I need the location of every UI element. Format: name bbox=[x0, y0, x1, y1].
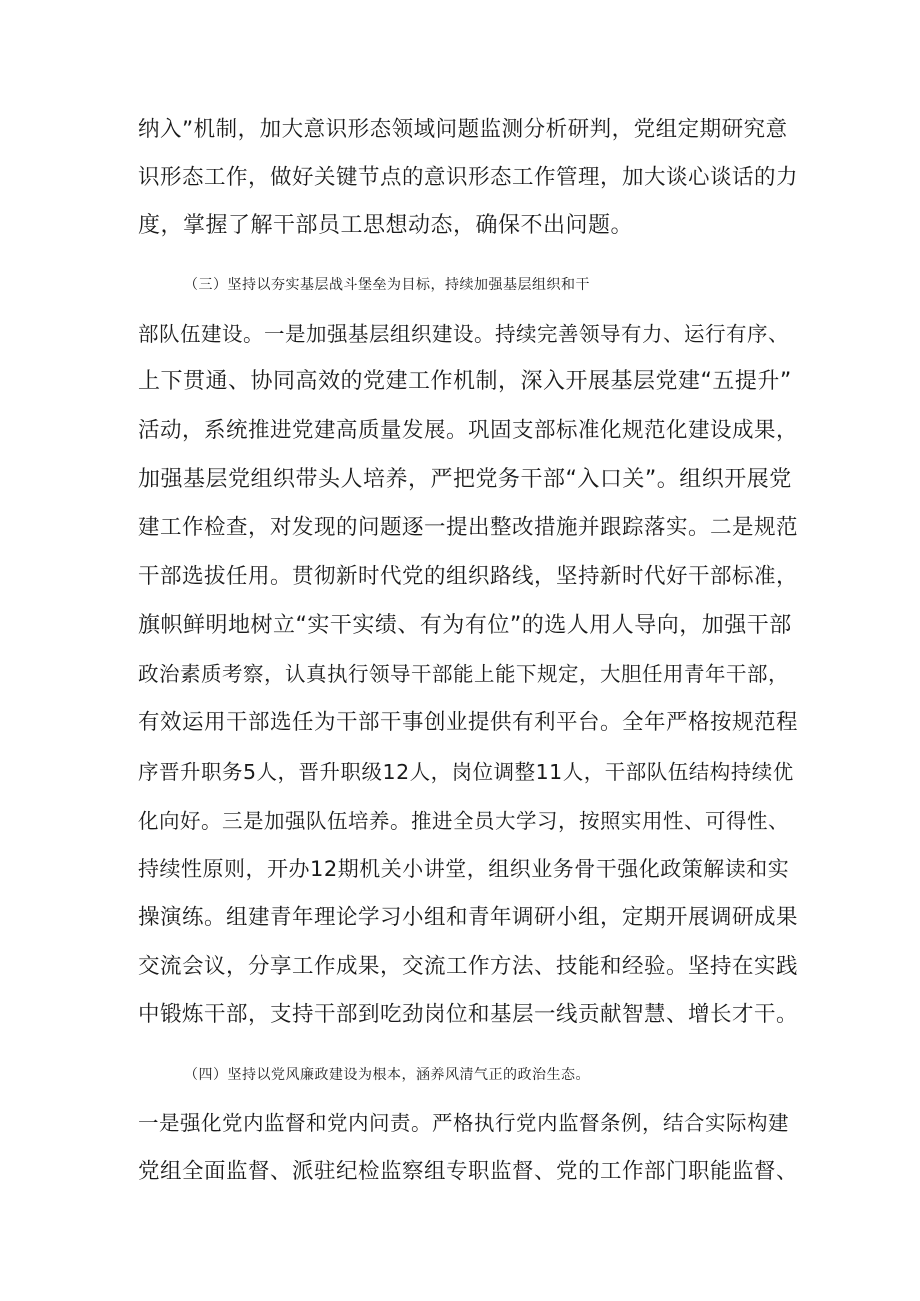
paragraph-2-line-11: 序晋升职务5人，晋升职级12人，岗位调整11人，干部队伍结构持续优 bbox=[138, 760, 794, 784]
paragraph-2-line-10: 有效运用干部选任为干部干事创业提供有利平台。全年严格按规范程 bbox=[138, 710, 799, 735]
paragraph-2-line-2: 部队伍建设。一是加强基层组织建设。持续完善领导有力、运行有序、 bbox=[138, 322, 789, 346]
paragraph-2-line-15: 交流会议，分享工作成果，交流工作方法、技能和经验。坚持在实践 bbox=[138, 954, 799, 979]
paragraph-3-line-1: （四）坚持以党风廉政建设为根本，涵养风清气正的政治生态。 bbox=[184, 1067, 590, 1083]
paragraph-2-line-14: 操演练。组建青年理论学习小组和青年调研小组，定期开展调研成果 bbox=[138, 905, 799, 930]
paragraph-3-line-2: 一是强化党内监督和党内问责。严格执行党内监督条例，结合实际构建 bbox=[138, 1111, 789, 1135]
paragraph-2-line-9: 政治素质考察，认真执行领导干部能上能下规定，大胆任用青年干部， bbox=[138, 662, 789, 686]
paragraph-2-line-7: 干部选拔任用。贯彻新时代党的组织路线，坚持新时代好干部标准， bbox=[138, 564, 799, 589]
paragraph-1-line-2: 识形态工作，做好关键节点的意识形态工作管理，加大谈心谈话的力 bbox=[138, 165, 799, 190]
paragraph-2-line-3: 上下贯通、协同高效的党建工作机制，深入开展基层党建“五提升” bbox=[138, 369, 792, 394]
paragraph-2-line-5: 加强基层党组织带头人培养，严把党务干部“入口关”。组织开展党 bbox=[138, 467, 792, 492]
paragraph-2-line-6: 建工作检查，对发现的问题逐一提出整改措施并跟踪落实。二是规范 bbox=[138, 515, 799, 540]
paragraph-2-line-4: 活动，系统推进党建高质量发展。巩固支部标准化规范化建设成果， bbox=[138, 418, 799, 443]
paragraph-1-line-1: 纳入”机制，加大意识形态领域问题监测分析研判，党组定期研究意 bbox=[138, 117, 788, 142]
paragraph-2-line-1: （三）坚持以夯实基层战斗堡垒为目标，持续加强基层组织和干 bbox=[184, 277, 590, 293]
paragraph-2-line-13: 持续性原则，开办12期机关小讲堂，组织业务骨干强化政策解读和实 bbox=[138, 857, 790, 881]
paragraph-2-line-12: 化向好。三是加强队伍培养。推进全员大学习，按照实用性、可得性、 bbox=[138, 809, 789, 833]
paragraph-2-line-16: 中锻炼干部，支持干部到吃劲岗位和基层一线贡献智慧、增长才干。 bbox=[138, 1002, 799, 1027]
paragraph-3-line-3: 党组全面监督、派驻纪检监察组专职监督、党的工作部门职能监督、 bbox=[138, 1159, 799, 1184]
paragraph-1-line-3: 度，掌握了解干部员工思想动态，确保不出问题。 bbox=[138, 213, 634, 238]
paragraph-2-line-8: 旗帜鲜明地树立“实干实绩、有为有位”的选人用人导向，加强干部 bbox=[138, 613, 792, 638]
